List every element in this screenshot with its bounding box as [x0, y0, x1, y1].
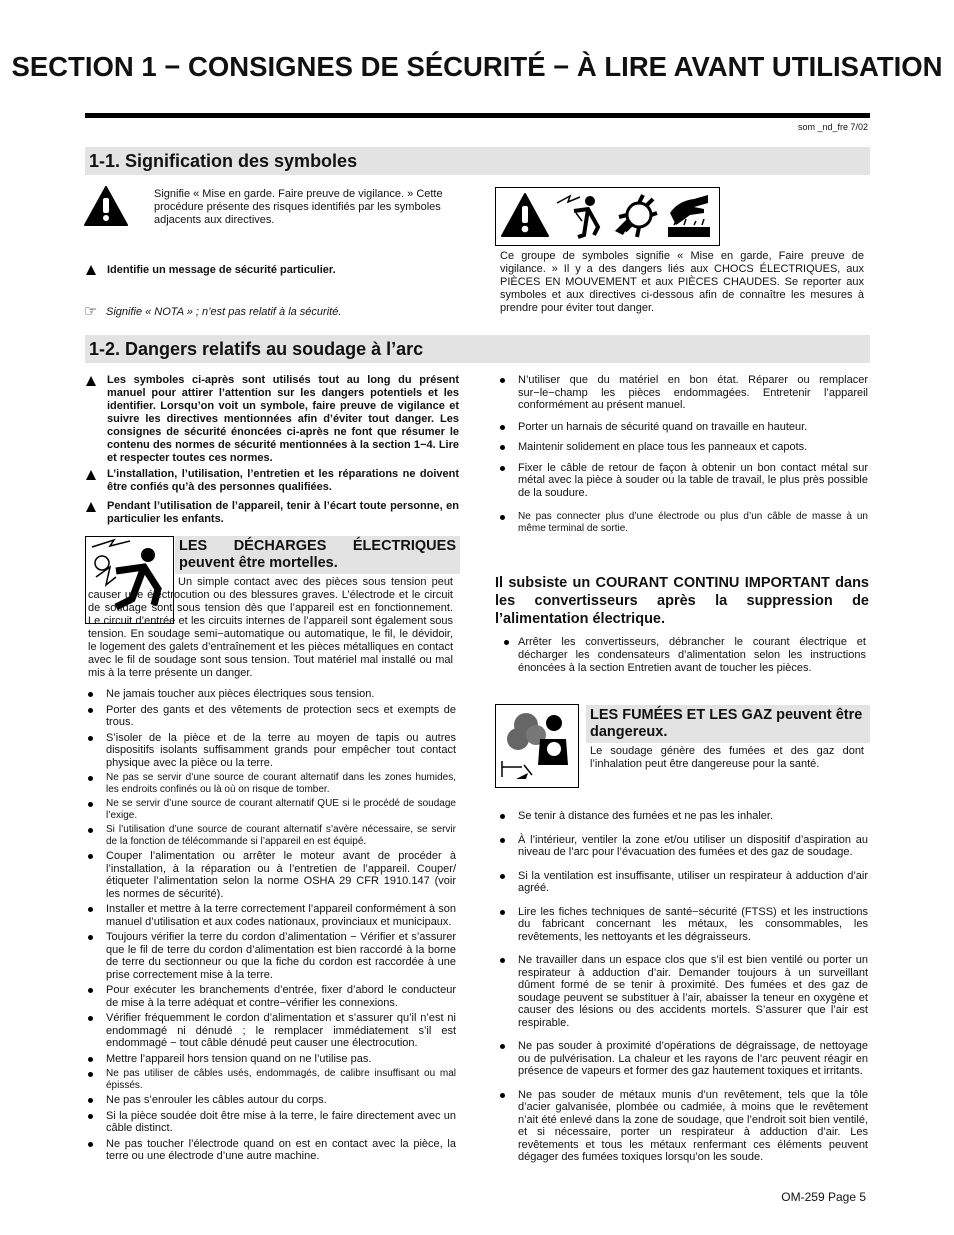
list-item-text: Porter des gants et des vêtements de protection secs et exempts de trous. — [106, 703, 456, 728]
list-item-text: Pour exécuter les branchements d’entrée, fixer d’abord le conducteur de mise à la terre adéquat et contre−vérifier les connexions. — [106, 984, 456, 1009]
list-item — [500, 462, 868, 500]
page-footer: OM-259 Page 5 — [781, 1190, 866, 1204]
bullet-dot — [88, 1016, 93, 1021]
title-rule — [85, 113, 870, 118]
hot-parts-icon — [664, 191, 714, 246]
dc-warning-item: Arrêter les convertisseurs, débrancher le courant électrique et décharger les condensateurs d’alimentation selon les instructions énoncées à la section Entretien avant de toucher les pièces. — [518, 636, 866, 674]
list-item — [500, 374, 868, 412]
particular-message-text: Identifie un message de sécurité particulier. — [107, 264, 336, 276]
bullet-dot — [500, 838, 505, 843]
list-item-text: Ne pas se servir d’une source de courant alternatif dans les zones humides, les endroits confinés ou là où on risque de tomber. — [106, 772, 456, 795]
bullet-dot — [88, 988, 93, 993]
bullet-dot — [88, 1072, 93, 1077]
list-item-text: Ne pas utiliser de câbles usés, endommagés, de calibre insuffisant ou mal épissés. — [106, 1068, 456, 1091]
bullet-dot — [504, 640, 509, 645]
list-item — [88, 1110, 456, 1135]
list-item — [500, 810, 868, 823]
list-item-text: N’utiliser que du matériel en bon état. Réparer ou remplacer sur−le−champ les pièces endommagées. Entretenir l’appareil conformément au présent manuel. — [518, 374, 868, 411]
section-heading-arc-welding — [85, 335, 870, 363]
section-heading-text: 1-2. Dangers relatifs au soudage à l’arc — [89, 339, 424, 359]
dc-warning-heading: Il subsiste un COURANT CONTINU IMPORTANT dans les convertisseurs après la suppression de l’alimentation électrique. — [495, 575, 869, 627]
bullet-dot — [88, 802, 93, 807]
bullet-dot — [88, 1142, 93, 1147]
bullet-dot — [88, 776, 93, 781]
bullet-dot — [500, 910, 505, 915]
list-item-text: Ne travailler dans un espace clos que s’il est bien ventilé ou porter un respirateur à adduction d’air. Demander toujours à un surveillant dûment formé de se tenir à proximité. Des fumées et des gaz de soudage peuvent se substituer à l’air, abaisser la teneur en oxygène et causer des lésions ou des accidents mortels. S’assurer que l’air est respirable. — [518, 954, 868, 1029]
list-item-text: À l’intérieur, ventiler la zone et/ou utiliser un dispositif d’aspiration au niveau de l’arc pour l’évacuation des fumées et des gaz de soudage. — [518, 833, 868, 858]
list-item — [88, 1068, 456, 1091]
warning-paragraph: L’installation, l’utilisation, l’entretien et les réparations ne doivent être confiés qu’à des personnes qualifiées. — [107, 468, 459, 493]
list-item-text: Ne se servir d’une source de courant alternatif QUE si le procédé de soudage l’exige. — [106, 798, 456, 821]
fumes-list — [500, 810, 868, 1175]
bullet-dot — [88, 935, 93, 940]
list-item — [88, 824, 456, 847]
list-item-text: Ne jamais toucher aux pièces électriques sous tension. — [106, 688, 375, 700]
list-item — [88, 688, 456, 701]
list-item-text: Si l’utilisation d’une source de courant alternatif s’avère nécessaire, se servir de la fonction de télécommande si l’appareil en est équipé. — [106, 824, 456, 847]
bullet-dot — [500, 814, 505, 819]
list-item — [500, 511, 868, 534]
list-item — [88, 984, 456, 1009]
list-item — [500, 1040, 868, 1078]
list-item — [500, 870, 868, 895]
warning-symbol-text: Signifie « Mise en garde. Faire preuve de vigilance. » Cette procédure présente des risques identifiés par les symboles adjacents aux directives. — [154, 188, 443, 226]
list-item-text: Si la ventilation est insuffisante, utiliser un respirateur à adduction d’air agréé. — [518, 869, 868, 894]
list-item — [88, 1138, 456, 1163]
list-item-text: Installer et mettre à la terre correctement l’appareil conformément à son manuel d’utilisation et aux codes nationaux, provinciaux et municipaux. — [106, 903, 456, 928]
list-item — [88, 732, 456, 770]
electric-shock-list — [88, 688, 456, 1166]
bullet-dot — [88, 854, 93, 859]
list-item-text: Ne pas souder de métaux munis d’un revêtement, tels que la tôle d’acier galvanisée, plombée ou cadmiée, à moins que le revêtement n’ait été enlevé dans la zone de soudage, que l’endroit soit bien ventilé, et si nécessaire, porter un respirateur à adduction d’air. Les revêtements et tous les métaux renfermant ces éléments peuvent dégager des fumées toxiques lorsqu’on les soude. — [518, 1088, 868, 1163]
fumes-hazard-icon — [495, 704, 579, 788]
pointing-hand-icon: ☞ — [84, 303, 98, 320]
list-item — [500, 834, 868, 859]
list-item-text: Vérifier fréquemment le cordon d’alimentation et s’assurer qu’il n’est ni endommagé ni dénudé ; le remplacer immédiatement s’il est endommagé − tout câble dénudé peut causer une électrocution. — [106, 1012, 456, 1049]
list-item — [500, 1089, 868, 1164]
warning-paragraph: Pendant l’utilisation de l’appareil, tenir à l’écart toute personne, en particulier les enfants. — [107, 500, 459, 525]
bullet-dot — [500, 378, 505, 383]
electric-shock-list-continued — [500, 374, 868, 534]
bullet-dot — [500, 1044, 505, 1049]
list-item-text: Maintenir solidement en place tous les panneaux et capots. — [518, 441, 808, 453]
list-item-text: Mettre l’appareil hors tension quand on ne l’utilise pas. — [106, 1052, 372, 1065]
list-item-text: Ne pas souder à proximité d’opérations de dégraissage, de nettoyage ou de pulvérisation. La chaleur et les rayons de l’arc peuvent réagir en présence de vapeurs et former des gaz hautement toxiques et irritants. — [518, 1040, 868, 1077]
list-item — [88, 704, 456, 729]
bullet-dot — [500, 874, 505, 879]
bullet-dot — [500, 1093, 505, 1098]
fumes-intro: Le soudage génère des fumées et des gaz dont l’inhalation peut être dangereuse pour la santé. — [590, 745, 864, 770]
bullet-dot — [500, 445, 505, 450]
symbol-group-text: Ce groupe de symboles signifie « Mise en garde, Faire preuve de vigilance. » Il y a des dangers liés aux CHOCS ÉLECTRIQUES, aux PIÈCES EN MOUVEMENT et aux PIÈCES CHAUDES. Se reporter aux symboles et aux directives ci-dessous afin de connaître les mesures à prendre pour éviter tout danger. — [500, 250, 864, 314]
bullet-dot — [88, 907, 93, 912]
bullet-dot — [88, 1114, 93, 1119]
electric-shock-intro: Un simple contact avec des pièces sous tension peut causer une électrocution ou des blessures graves. L’électrode et le circuit de soudage sont sous tension dès que l’appareil est en fonctionnement. Le circuit d’entrée et les circuits internes de l’appareil sont également sous tension. En soudage semi−automatique ou automatique, le fil, le dévidoir, le logement des galets d’entraînement et les pièces métalliques en contact avec le fil de soudage sont sous tension. Tout matériel mal installé ou mal mis à la terre présente un danger. — [88, 576, 453, 679]
section-heading-symbols — [85, 147, 870, 175]
warning-triangle-icon — [84, 186, 128, 231]
list-item-text: Ne pas connecter plus d’une électrode ou plus d’un câble de masse à un même terminal de sortie. — [518, 511, 868, 534]
bullet-dot — [500, 515, 505, 520]
bullet-dot — [88, 708, 93, 713]
bullet-dot — [500, 425, 505, 430]
list-item-text: Se tenir à distance des fumées et ne pas les inhaler. — [518, 810, 773, 822]
small-warning-icon — [86, 376, 96, 386]
fumes-heading: LES FUMÉES ET LES GAZ peuvent être dangereux. — [586, 705, 870, 743]
list-item-text: Couper l’alimentation ou arrêter le moteur avant de procéder à l’installation, à la réparation ou à l’entretien de l’appareil. Couper/étiqueter l’alimentation selon la norme OSHA 29 CFR 1910.147 (voir les normes de sécurité). — [106, 850, 456, 900]
list-item-text: Porter un harnais de sécurité quand on travaille en hauteur. — [518, 420, 808, 433]
electric-shock-icon — [554, 191, 604, 246]
bullet-dot — [88, 692, 93, 697]
list-item-text: Fixer le câble de retour de façon à obtenir un bon contact métal sur métal avec la pièce à souder ou la table de travail, le plus près possible de la soudure. — [518, 461, 868, 499]
list-item — [500, 906, 868, 944]
hazard-symbol-group — [495, 187, 720, 246]
list-item-text: Lire les fiches techniques de santé−sécurité (FTSS) et les instructions du fabricant concernant les métaux, les consommables, les revêtements, les nettoyants et les dégraisseurs. — [518, 905, 868, 943]
list-item — [88, 1012, 456, 1050]
bullet-dot — [88, 1057, 93, 1062]
note-text: Signifie « NOTA » ; n’est pas relatif à la sécurité. — [106, 306, 342, 318]
list-item — [88, 903, 456, 928]
small-warning-icon — [86, 265, 96, 275]
list-item-text: Ne pas toucher l’électrode quand on est en contact avec la pièce, la terre ou une électrode d’une autre machine. — [106, 1137, 456, 1162]
bullet-dot — [500, 466, 505, 471]
bullet-dot — [500, 958, 505, 963]
list-item-text: Toujours vérifier la terre du cordon d’alimentation − Vérifier et s’assurer que le fil de terre du cordon d’alimentation est bien raccordé à la borne de terre du sectionneur ou que la fiche du cordon est raccordée à une prise correctement mise à la terre. — [106, 931, 456, 981]
list-item — [500, 421, 868, 434]
list-item — [500, 954, 868, 1029]
list-item-text: Ne pas s’enrouler les câbles autour du corps. — [106, 1094, 327, 1106]
list-item — [88, 772, 456, 795]
list-item — [88, 1053, 456, 1066]
page-title: SECTION 1 − CONSIGNES DE SÉCURITÉ − À LIRE AVANT UTILISATION — [11, 51, 943, 82]
warning-triangle-icon — [500, 192, 550, 243]
list-item-text: S’isoler de la pièce et de la terre au moyen de tapis ou autres dispositifs isolants suffisamment grands pour empêcher tout contact physique avec la pièce ou la terre. — [106, 731, 456, 769]
small-warning-icon — [86, 470, 96, 480]
list-item — [88, 850, 456, 900]
moving-parts-icon — [609, 191, 659, 246]
list-item — [88, 931, 456, 981]
bullet-dot — [88, 828, 93, 833]
list-item-text: Si la pièce soudée doit être mise à la terre, le faire directement avec un câble distinct. — [106, 1109, 456, 1134]
electric-shock-heading: LES DÉCHARGES ÉLECTRIQUES peuvent être mortelles. — [175, 536, 460, 574]
section-heading-text: 1-1. Signification des symboles — [89, 151, 358, 171]
document-reference: som _nd_fre 7/02 — [797, 122, 868, 132]
list-item — [500, 441, 868, 454]
list-item — [88, 1094, 456, 1107]
bullet-dot — [88, 1098, 93, 1103]
warning-paragraph: Les symboles ci-après sont utilisés tout au long du présent manuel pour attirer l’attention sur les dangers potentiels et les identifier. Lorsqu’on voit un symbole, faire preuve de vigilance et suivre les directives mentionnées afin d’éviter tout danger. Les consignes de sécurité énoncées ci-après ne font que résumer le contenu des normes de sécurité mentionnées à la section 1−4. Lire et respecter toutes ces normes. — [107, 374, 459, 464]
list-item — [88, 798, 456, 821]
small-warning-icon — [86, 502, 96, 512]
bullet-dot — [88, 736, 93, 741]
